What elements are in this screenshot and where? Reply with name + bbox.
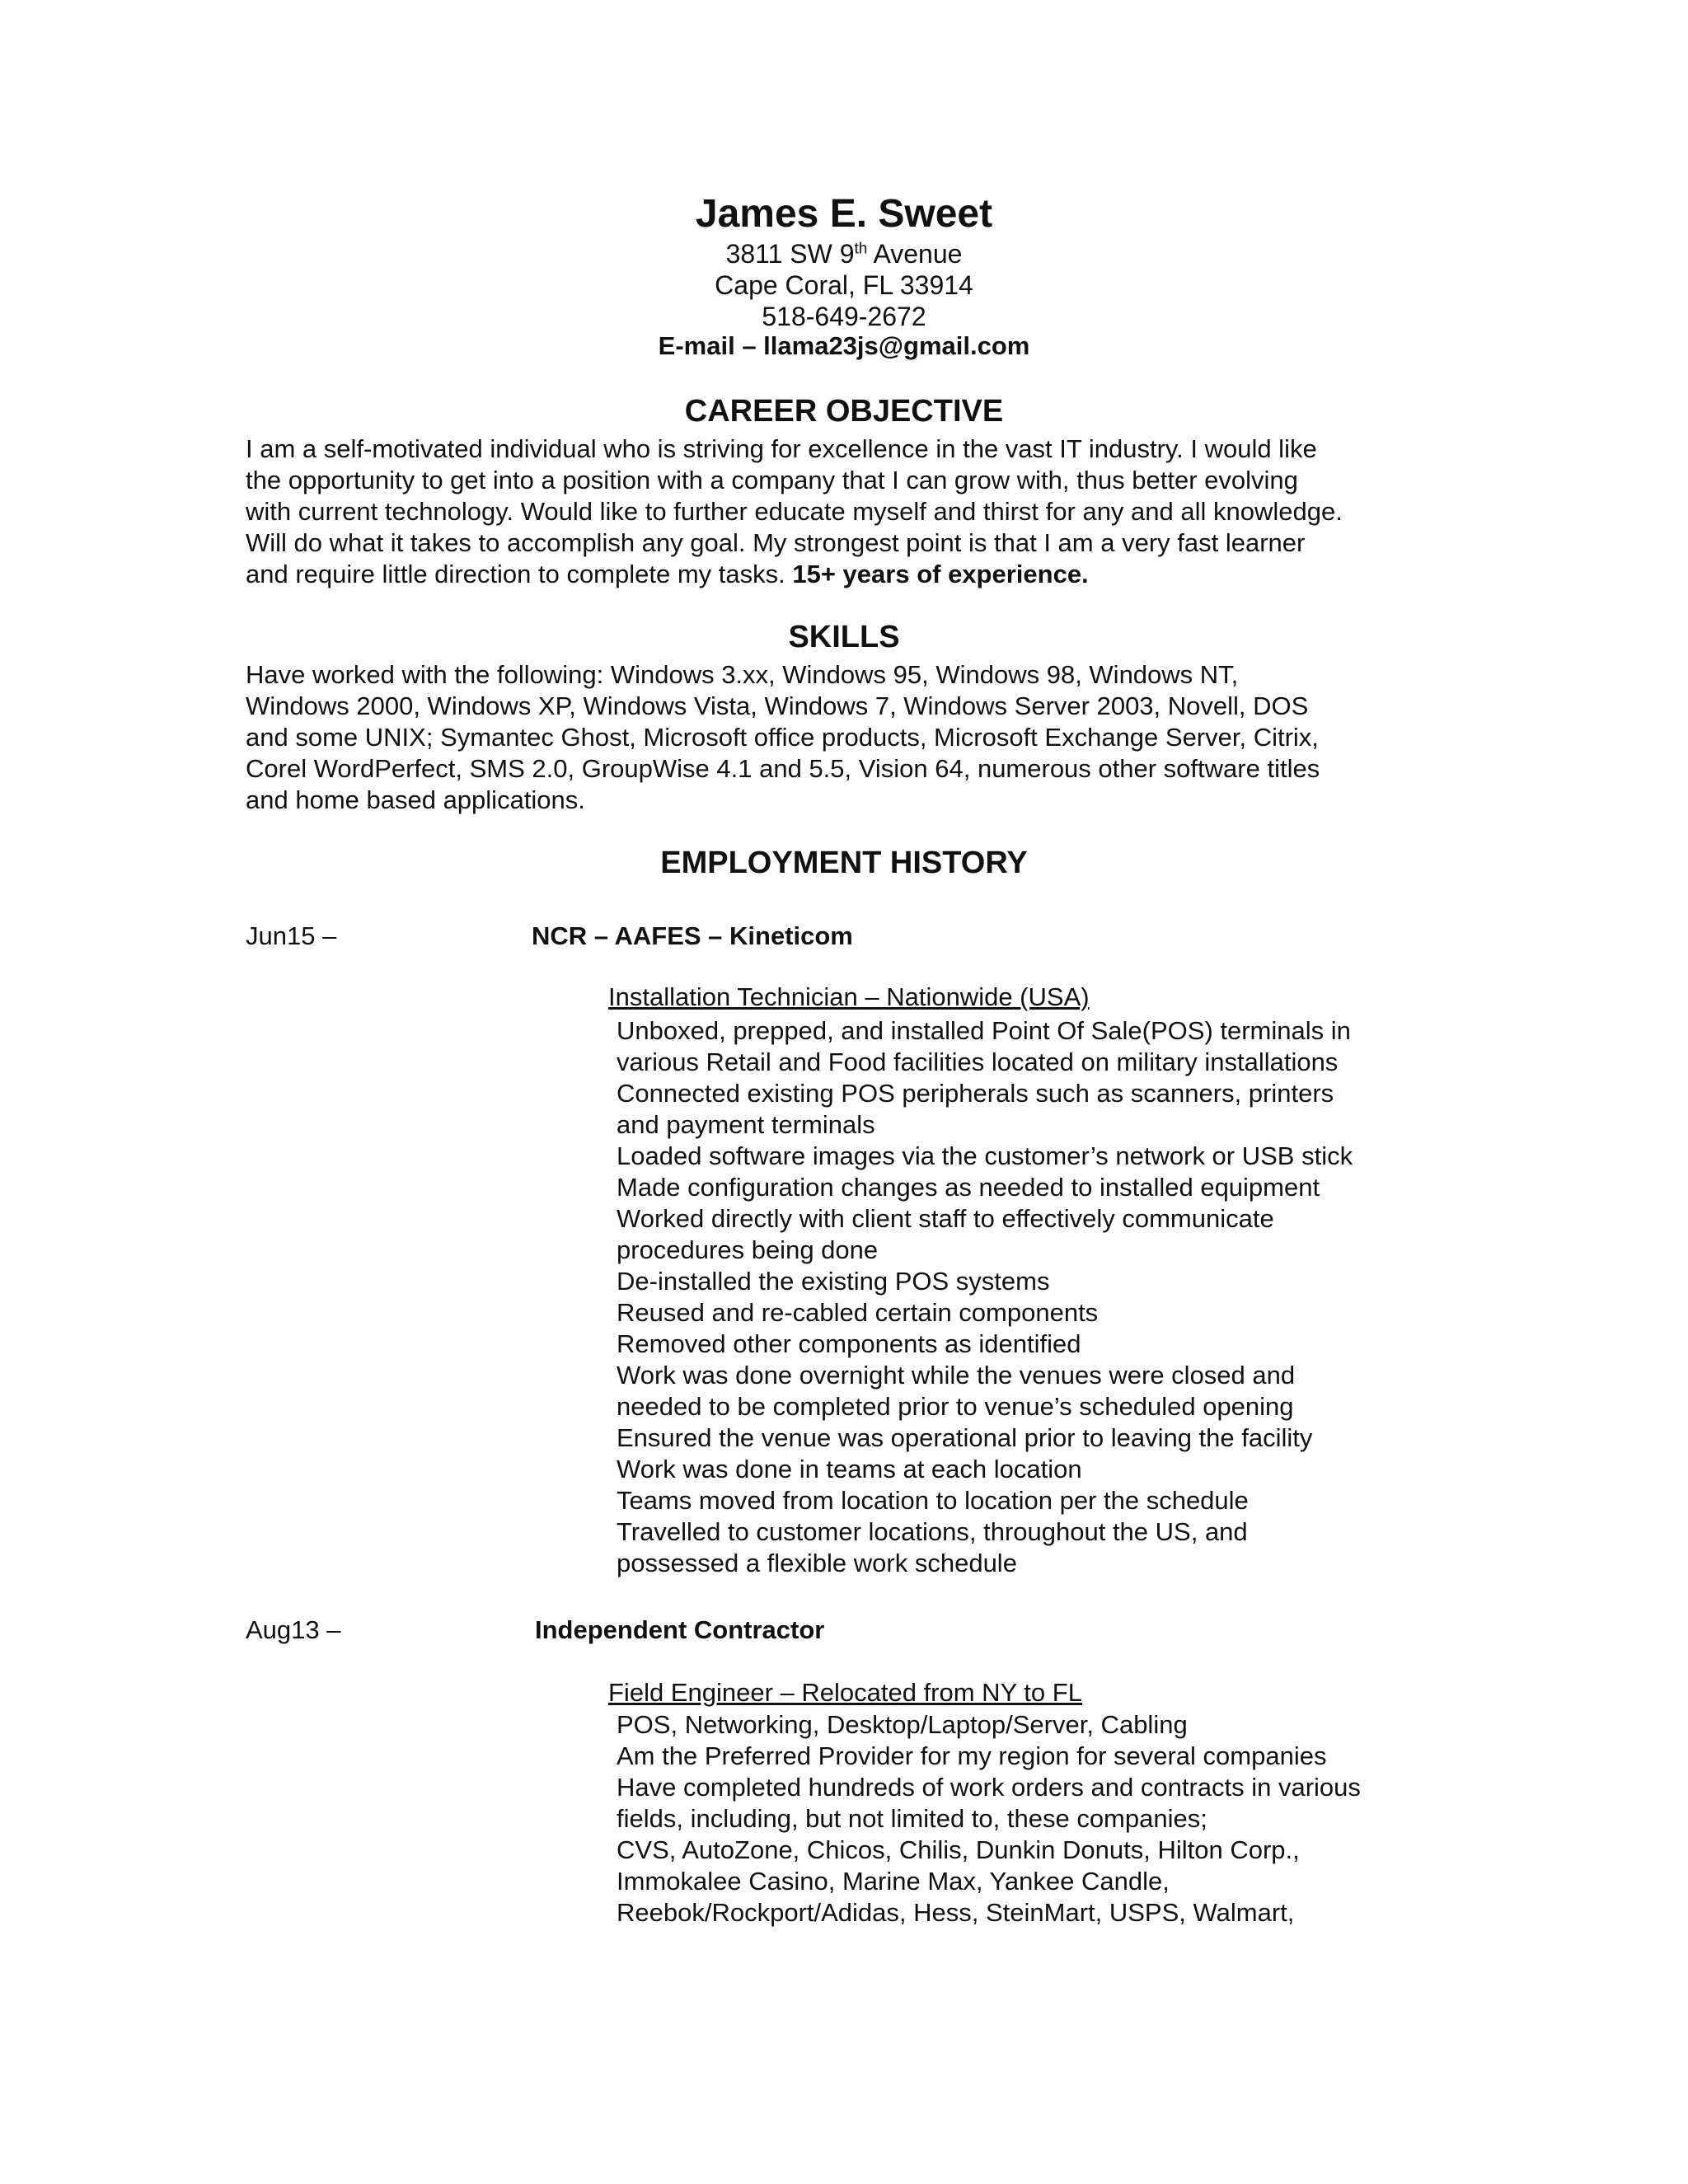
duty-line: Unboxed, prepped, and installed Point Of Sale(POS) terminals in bbox=[617, 1016, 1351, 1045]
city-line: Cape Coral, FL 33914 bbox=[715, 270, 973, 300]
duty-line: Have completed hundreds of work orders and contracts in various bbox=[617, 1773, 1361, 1802]
duty-line: Travelled to customer locations, throughout the US, and bbox=[617, 1517, 1248, 1546]
job-company: Independent Contractor bbox=[535, 1615, 825, 1644]
duty-line: fields, including, but not limited to, these companies; bbox=[617, 1804, 1207, 1833]
duty-line: Immokalee Casino, Marine Max, Yankee Candle, bbox=[617, 1867, 1170, 1896]
skills-line: and home based applications. bbox=[246, 785, 585, 814]
skills-line: Corel WordPerfect, SMS 2.0, GroupWise 4.1 and 5.5, Vision 64, numerous other software titles bbox=[246, 754, 1320, 783]
duty-line: Am the Preferred Provider for my region for several companies bbox=[617, 1741, 1327, 1770]
duty-line: procedures being done bbox=[617, 1235, 879, 1264]
job-date: Aug13 – bbox=[246, 1615, 341, 1644]
skills-text bbox=[246, 659, 1449, 816]
duty-line: Reebok/Rockport/Adidas, Hess, SteinMart, USPS, Walmart, bbox=[617, 1898, 1295, 1927]
career-objective-heading: CAREER OBJECTIVE bbox=[684, 394, 1004, 429]
skills-line: Have worked with the following: Windows 3.xx, Windows 95, Windows 98, Windows NT, bbox=[246, 660, 1239, 689]
duty-line: Removed other components as identified bbox=[617, 1329, 1081, 1358]
job-role: Field Engineer – Relocated from NY to FL bbox=[608, 1678, 1082, 1707]
duty-line: various Retail and Food facilities located on military installations bbox=[617, 1047, 1339, 1076]
candidate-name: James E. Sweet bbox=[695, 192, 993, 236]
duty-line: Worked directly with client staff to effectively communicate bbox=[617, 1204, 1274, 1233]
skills-heading: SKILLS bbox=[788, 620, 900, 654]
objective-line: Will do what it takes to accomplish any goal. My strongest point is that I am a very fast learner bbox=[246, 528, 1306, 557]
duty-line: Reused and re-cabled certain components bbox=[617, 1298, 1099, 1327]
job-duties bbox=[617, 1709, 1361, 1929]
duty-line: Connected existing POS peripherals such as scanners, printers bbox=[617, 1079, 1334, 1108]
job-duties bbox=[617, 1015, 1353, 1579]
duty-line: and payment terminals bbox=[617, 1110, 875, 1139]
job-role: Installation Technician – Nationwide (USA) bbox=[608, 982, 1090, 1011]
objective-line: and require little direction to complete my tasks. 15+ years of experience. bbox=[246, 560, 1089, 588]
objective-line: with current technology. Would like to further educate myself and thirst for any and all knowledge. bbox=[246, 497, 1343, 526]
objective-line: I am a self-motivated individual who is striving for excellence in the vast IT industry. I would like bbox=[246, 434, 1317, 463]
job-company: NCR – AAFES – Kineticom bbox=[532, 921, 853, 950]
duty-line: Made configuration changes as needed to installed equipment bbox=[617, 1173, 1320, 1202]
job-date: Jun15 – bbox=[246, 921, 337, 950]
duty-line: Ensured the venue was operational prior to leaving the facility bbox=[617, 1423, 1313, 1452]
duty-line: CVS, AutoZone, Chicos, Chilis, Dunkin Donuts, Hilton Corp., bbox=[617, 1835, 1300, 1864]
employment-history-heading: EMPLOYMENT HISTORY bbox=[660, 846, 1028, 880]
experience-emphasis: 15+ years of experience. bbox=[792, 560, 1089, 588]
duty-line: Loaded software images via the customer’s network or USB stick bbox=[617, 1141, 1353, 1170]
email-address: E-mail – llama23js@gmail.com bbox=[658, 331, 1030, 360]
phone-number: 518-649-2672 bbox=[762, 302, 926, 331]
duty-line: Work was done in teams at each location bbox=[617, 1455, 1082, 1483]
skills-line: and some UNIX; Symantec Ghost, Microsoft office products, Microsoft Exchange Server, Citrix, bbox=[246, 723, 1319, 752]
duty-line: possessed a flexible work schedule bbox=[617, 1549, 1017, 1577]
duty-line: needed to be completed prior to venue’s scheduled opening bbox=[617, 1392, 1294, 1421]
street-address: 3811 SW 9th Avenue bbox=[725, 239, 963, 269]
duty-line: De-installed the existing POS systems bbox=[617, 1267, 1050, 1296]
duty-line: Teams moved from location to location per the schedule bbox=[617, 1486, 1249, 1515]
objective-line: the opportunity to get into a position with a company that I can grow with, thus better evolving bbox=[246, 466, 1298, 494]
career-objective-text bbox=[246, 434, 1449, 590]
skills-line: Windows 2000, Windows XP, Windows Vista, Windows 7, Windows Server 2003, Novell, DOS bbox=[246, 691, 1309, 720]
duty-line: POS, Networking, Desktop/Laptop/Server, Cabling bbox=[617, 1710, 1188, 1739]
duty-line: Work was done overnight while the venues were closed and bbox=[617, 1361, 1296, 1390]
